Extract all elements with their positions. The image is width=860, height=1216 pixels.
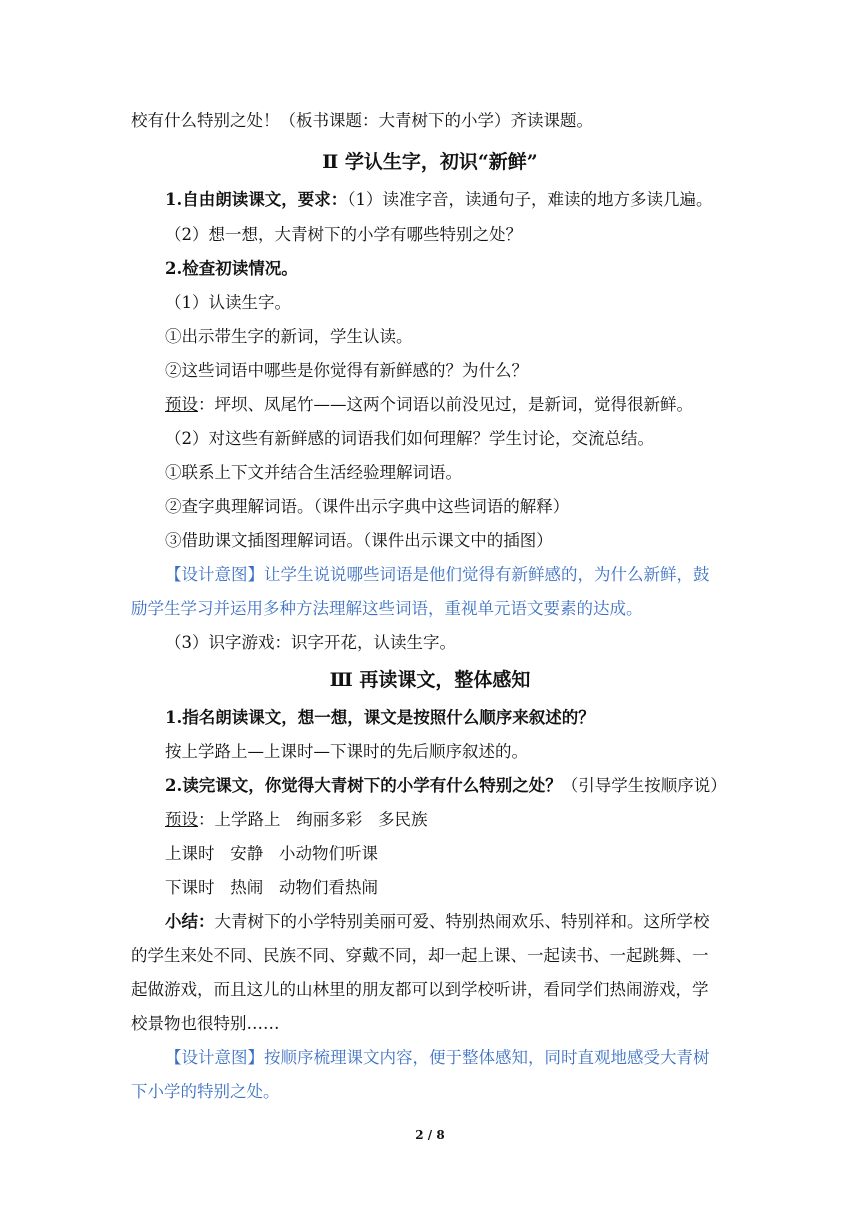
paragraph-1-item-2: （2）想一想，大青树下的小学有哪些特别之处？ (165, 225, 522, 244)
paragraph-2-item-2: （2）对这些有新鲜感的词语我们如何理解？学生讨论，交流总结。 (165, 429, 654, 448)
paragraph-2-item-1: （1）认读生字。 (165, 293, 291, 312)
paragraph-2-lead: 2.检查初读情况。 (165, 259, 298, 278)
question-2-lead: 2.读完课文，你觉得大青树下的小学有什么特别之处？ (165, 776, 562, 795)
preset-row-1-text: ：上学路上 绚丽多彩 多民族 (198, 810, 428, 829)
answer-1: 按上学路上—上课时—下课时的先后顺序叙述的。 (165, 742, 528, 761)
summary-line-4: 校景物也很特别…… (131, 1014, 280, 1033)
paragraph-2-step-a: ①出示带生字的新词，学生认读。 (165, 327, 413, 346)
paragraph-2-item-3: （3）识字游戏：识字开花，认读生字。 (165, 633, 456, 652)
paragraph-1-text: （1）读准字音，读通句子，难读的地方多读几遍。 (347, 190, 713, 209)
summary-line-3: 起做游戏，而且这儿的山林里的朋友都可以到学校听讲，看同学们热闹游戏，学 (131, 980, 709, 999)
question-2 (165, 775, 765, 797)
summary-line-2: 的学生来处不同、民族不同、穿戴不同，却一起上课、一起读书、一起跳舞、一 (131, 946, 709, 965)
paragraph-2-step-c: ①联系上下文并结合生活经验理解词语。 (165, 463, 462, 482)
section-heading-2: Ⅱ 学认生字，初识“新鲜” (322, 151, 538, 173)
question-1: 1.指名朗读课文，想一想，课文是按照什么顺序来叙述的？ (165, 708, 595, 727)
design-note-2-line-2: 下小学的特别之处。 (131, 1082, 280, 1101)
paragraph-2-step-d: ②查字典理解词语。（课件出示字典中这些词语的解释） (165, 497, 570, 516)
design-note-1-line-1: 【设计意图】让学生说说哪些词语是他们觉得有新鲜感的，为什么新鲜，鼓 (165, 565, 710, 584)
preset-row-3: 下课时 热闹 动物们看热闹 (165, 878, 378, 897)
summary-label: 小结： (165, 912, 215, 931)
preset-row-2: 上课时 安静 小动物们听课 (165, 844, 378, 863)
preset-row-1 (165, 809, 765, 831)
paragraph-2-step-b: ②这些词语中哪些是你觉得有新鲜感的？为什么？ (165, 361, 528, 380)
question-2-note: （引导学生按顺序说） (561, 776, 727, 795)
design-note-1-line-2: 励学生学习并运用多种方法理解这些词语，重视单元语文要素的达成。 (131, 599, 643, 618)
preset-line-1 (165, 394, 765, 416)
design-note-2-line-1: 【设计意图】按顺序梳理课文内容，便于整体感知，同时直观地感受大青树 (165, 1048, 710, 1067)
page-number: 2 / 8 (415, 1128, 445, 1142)
summary-text-1: 大青树下的小学特别美丽可爱、特别热闹欢乐、特别祥和。这所学校 (214, 912, 710, 931)
intro-line: 校有什么特别之处！（板书课题：大青树下的小学）齐读课题。 (131, 111, 593, 130)
preset-text: ：坪坝、凤尾竹——这两个词语以前没见过，是新词，觉得很新鲜。 (198, 395, 693, 414)
paragraph-2-step-e: ③借助课文插图理解词语。（课件出示课文中的插图） (165, 531, 553, 550)
paragraph-1 (165, 189, 765, 211)
preset-label: 预设 (165, 395, 198, 414)
section-heading-3: Ⅲ 再读课文，整体感知 (329, 669, 531, 691)
paragraph-1-lead: 1.自由朗读课文，要求： (165, 190, 348, 209)
summary-line-1 (165, 911, 765, 933)
preset-label-2: 预设 (165, 810, 198, 829)
